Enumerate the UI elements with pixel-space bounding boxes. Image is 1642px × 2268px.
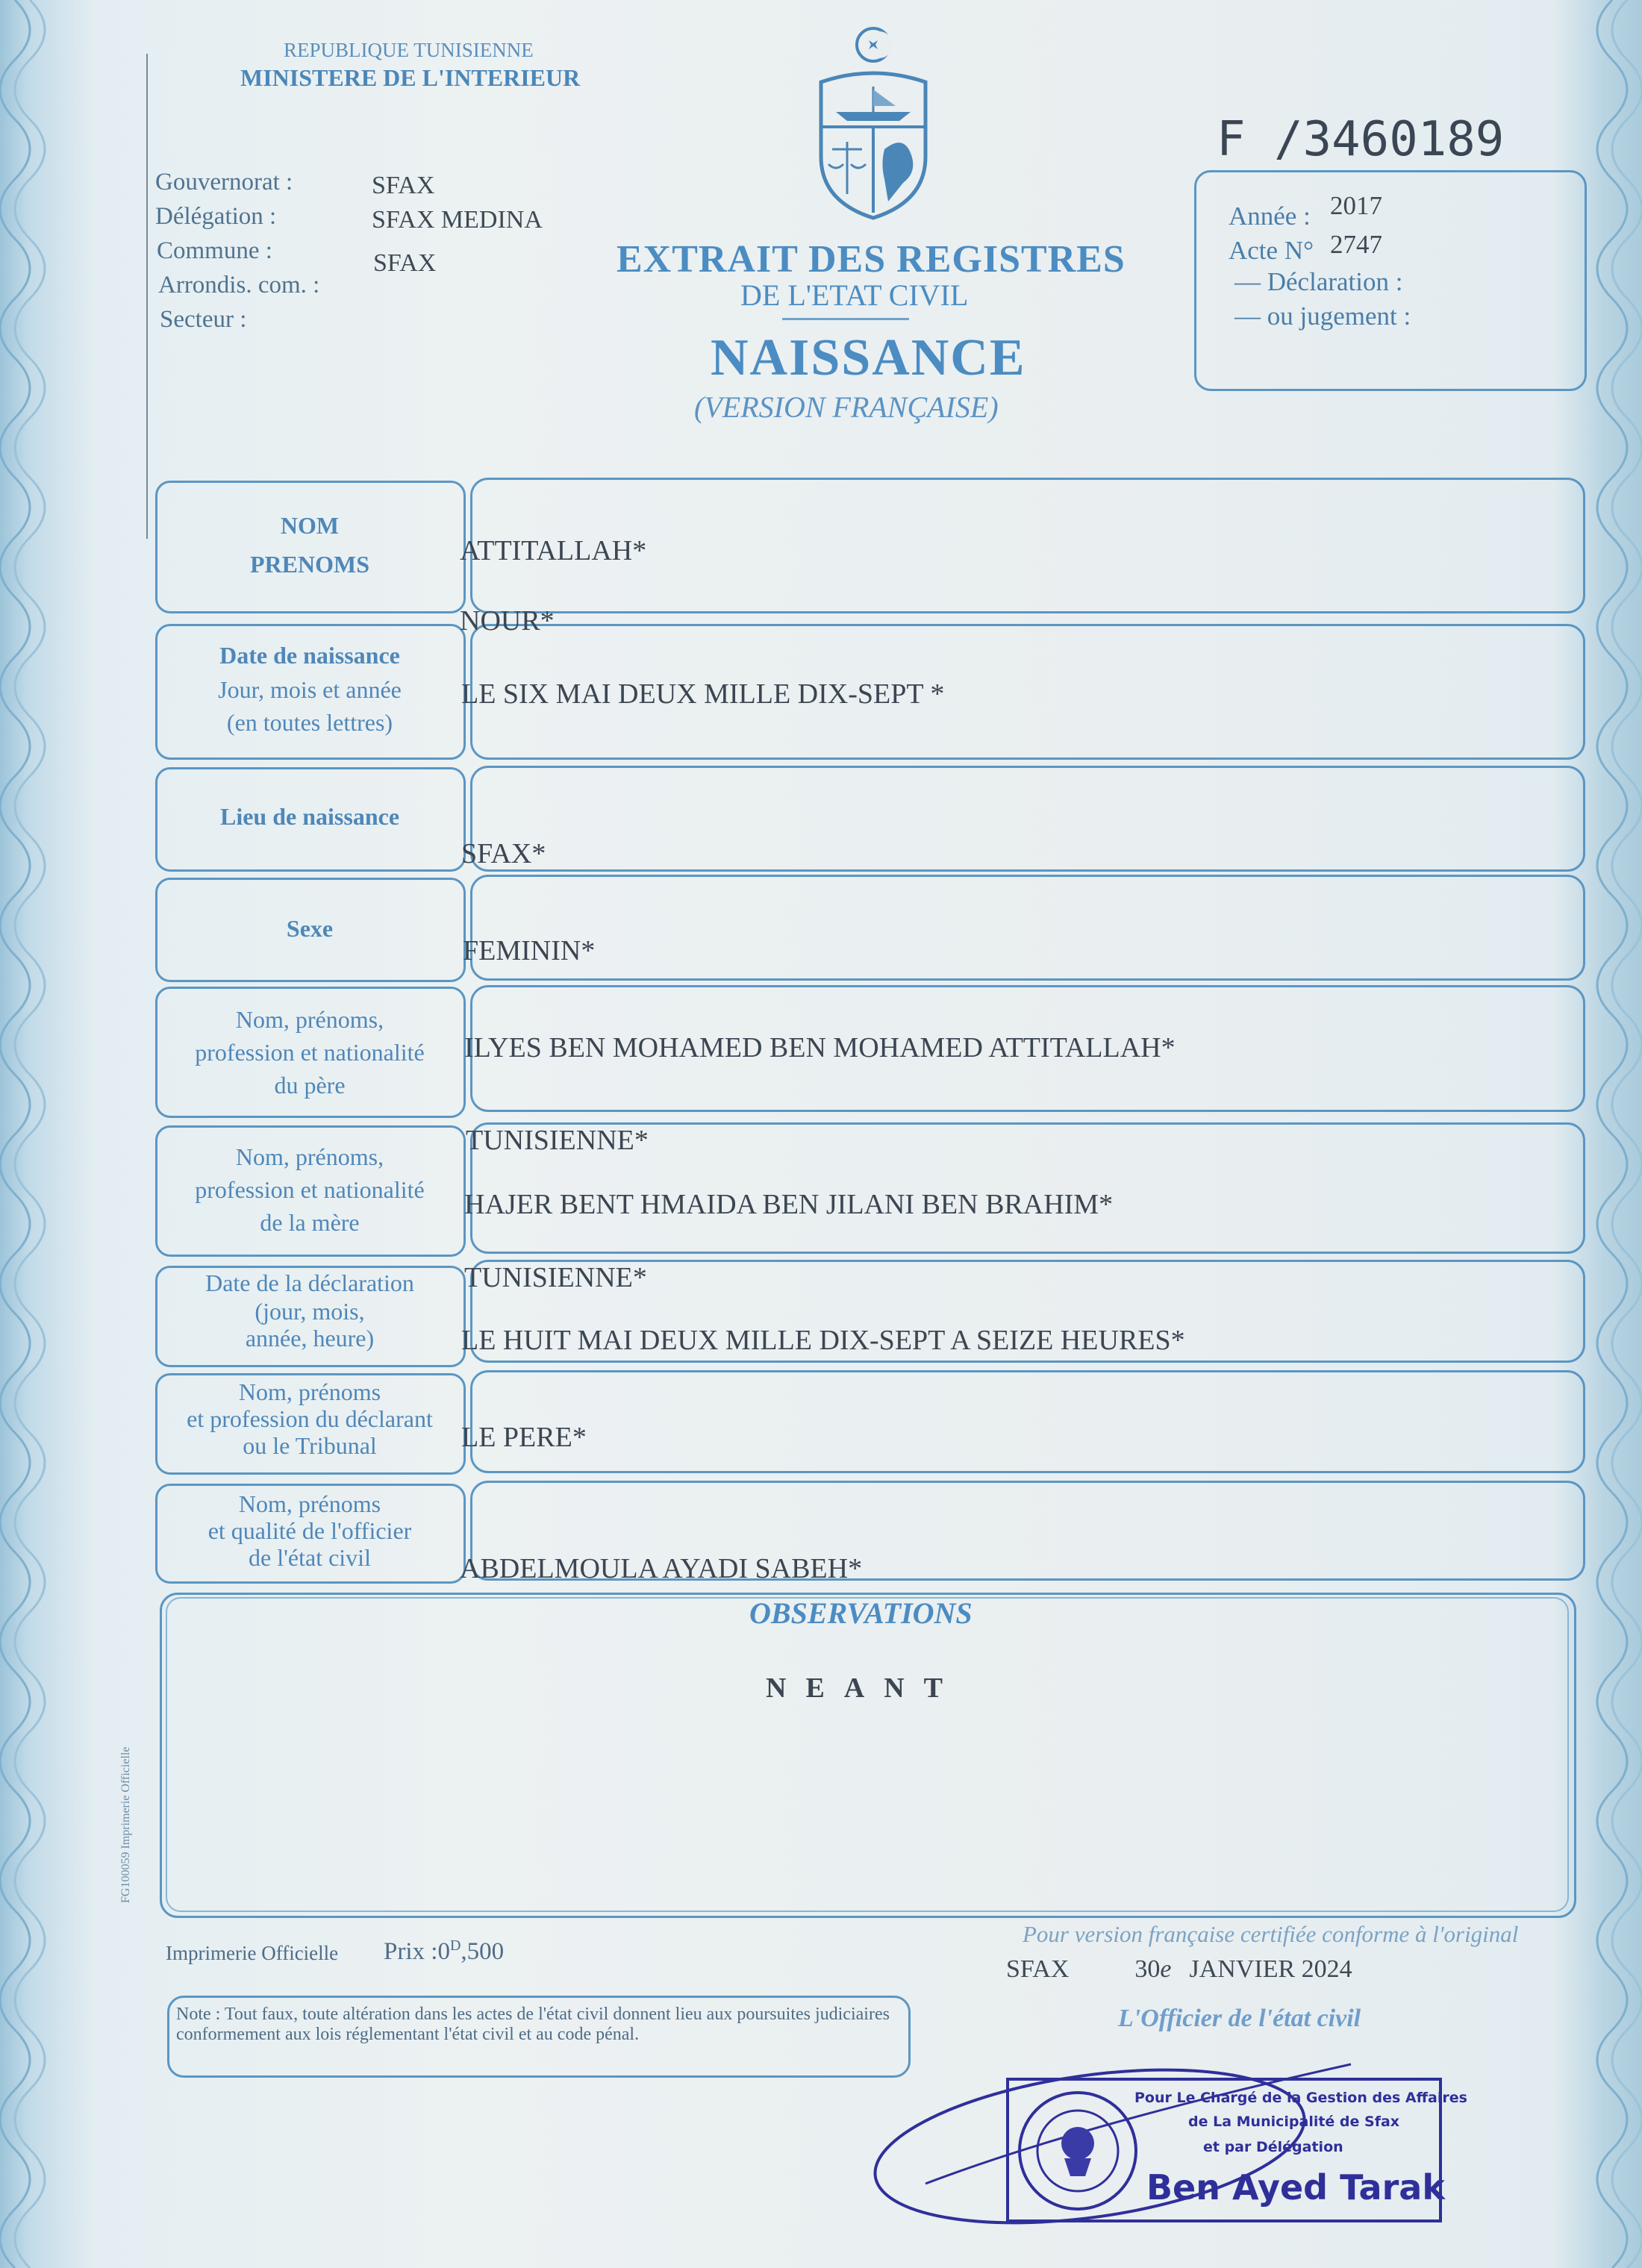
officier-label-line2: et qualité de l'officier bbox=[207, 1517, 412, 1544]
row-box-sexe-value bbox=[470, 875, 1585, 981]
observations-value: NEANT bbox=[766, 1672, 963, 1704]
issue-place: SFAX bbox=[1006, 1955, 1070, 1983]
row-box-nom-label bbox=[155, 481, 466, 613]
pere-nationalite-value: TUNISIENNE* bbox=[466, 1125, 649, 1156]
side-print-code: FG100059 Imprimerie Officielle bbox=[119, 1746, 132, 1903]
officier-label-line3: de l'état civil bbox=[249, 1544, 371, 1571]
legal-note: Note : Tout faux, toute altération dans les actes de l'état civil donnent lieu aux poursuites judiciaires conformement aux lois réglementant l'état civil et au code pénal. bbox=[176, 2005, 890, 2044]
declarant-label-line2: et profession du déclarant bbox=[187, 1405, 433, 1432]
row-box-lieu-value bbox=[470, 766, 1585, 872]
gouvernorat-label: Gouvernorat : bbox=[155, 169, 293, 196]
annee-label: Année : bbox=[1229, 202, 1311, 231]
document-subtitle: DE L'ETAT CIVIL bbox=[740, 278, 969, 312]
nom-label: NOM bbox=[280, 512, 340, 539]
sexe-value: FEMININ* bbox=[463, 935, 596, 966]
certification-line: Pour version française certifiée conforme à l'original bbox=[1023, 1921, 1519, 1947]
coat-of-arms-emblem bbox=[806, 22, 940, 224]
price-decimal: ,500 bbox=[461, 1938, 505, 1965]
declaration-label: — Déclaration : bbox=[1234, 267, 1403, 296]
declarant-value: LE PERE* bbox=[461, 1422, 587, 1453]
jugement-label: — ou jugement : bbox=[1234, 302, 1411, 331]
price bbox=[384, 1937, 504, 1966]
row-box-declarant-value bbox=[470, 1370, 1585, 1473]
sexe-label: Sexe bbox=[286, 915, 334, 942]
price-label: Prix : bbox=[384, 1938, 438, 1965]
republic-heading: REPUBLIQUE TUNISIENNE bbox=[284, 39, 534, 61]
observations-title: OBSERVATIONS bbox=[749, 1596, 973, 1630]
pere-label-line1: Nom, prénoms, bbox=[235, 1006, 384, 1033]
pere-label-line3: du père bbox=[274, 1072, 346, 1099]
officier-label-line1: Nom, prénoms bbox=[238, 1490, 381, 1517]
mere-value: HAJER BENT HMAIDA BEN JILANI BEN BRAHIM* bbox=[464, 1189, 1114, 1220]
stamp-signatory-name: Ben Ayed Tarak bbox=[1146, 2167, 1445, 2208]
serial-number: F /3460189 bbox=[1217, 112, 1505, 167]
mere-label-line3: de la mère bbox=[260, 1209, 360, 1236]
arrondissement-label: Arrondis. com. : bbox=[158, 272, 320, 299]
issue-day: 30 bbox=[1134, 1955, 1161, 1983]
stamp-line3: et par Délégation bbox=[1203, 2139, 1343, 2155]
issue-month-year: JANVIER 2024 bbox=[1189, 1955, 1352, 1983]
prenom-value: NOUR* bbox=[460, 605, 555, 637]
price-unit: D bbox=[449, 1937, 461, 1954]
document-title: EXTRAIT DES REGISTRES bbox=[616, 238, 1126, 281]
mere-label-line1: Nom, prénoms, bbox=[235, 1143, 384, 1170]
decl-label-line1: Date de la déclaration bbox=[205, 1269, 414, 1296]
secteur-label: Secteur : bbox=[160, 306, 247, 333]
acte-number-label: Acte N° bbox=[1229, 236, 1314, 265]
prenoms-label: PRENOMS bbox=[250, 551, 369, 578]
pere-value: ILYES BEN MOHAMED BEN MOHAMED ATTITALLAH* bbox=[464, 1032, 1176, 1063]
mere-label-line2: profession et nationalité bbox=[195, 1176, 425, 1203]
version-note: (VERSION FRANÇAISE) bbox=[694, 390, 999, 424]
lieu-naissance-value: SFAX* bbox=[461, 838, 546, 869]
date-naissance-hint: (en toutes lettres) bbox=[226, 709, 393, 736]
annee-value: 2017 bbox=[1330, 191, 1382, 220]
declarant-label-line3: ou le Tribunal bbox=[243, 1432, 377, 1459]
observations-inner-border bbox=[166, 1597, 1569, 1912]
gouvernorat-value: SFAX bbox=[372, 172, 435, 199]
header-margin-line bbox=[146, 54, 148, 539]
acte-number-value: 2747 bbox=[1330, 230, 1382, 259]
issue-date bbox=[1006, 1955, 1352, 1984]
ministry-heading: MINISTERE DE L'INTERIEUR bbox=[240, 64, 581, 91]
lieu-naissance-label: Lieu de naissance bbox=[219, 803, 400, 830]
stamp-line1: Pour Le Chargé de la Gestion des Affaires bbox=[1134, 2090, 1467, 2106]
imprimerie-label: Imprimerie Officielle bbox=[166, 1942, 339, 1964]
decl-label-line2: (jour, mois, bbox=[255, 1298, 365, 1325]
commune-label: Commune : bbox=[157, 237, 272, 264]
nom-value: ATTITALLAH* bbox=[460, 535, 647, 566]
decl-label-line3: année, heure) bbox=[245, 1325, 375, 1352]
declaration-date-value: LE HUIT MAI DEUX MILLE DIX-SEPT A SEIZE HEURES* bbox=[461, 1325, 1185, 1356]
delegation-label: Délégation : bbox=[155, 203, 277, 230]
issue-day-suffix: e bbox=[1160, 1955, 1172, 1983]
officer-signature-title: L'Officier de l'état civil bbox=[1118, 2005, 1361, 2032]
date-naissance-sublabel: Jour, mois et année bbox=[218, 676, 402, 703]
left-guilloche-border bbox=[0, 0, 82, 2268]
officier-value: ABDELMOULA AYADI SABEH* bbox=[460, 1553, 863, 1584]
delegation-value: SFAX MEDINA bbox=[372, 206, 543, 234]
commune-value: SFAX bbox=[373, 249, 437, 277]
document-type: NAISSANCE bbox=[711, 329, 1026, 387]
mere-nationalite-value: TUNISIENNE* bbox=[464, 1262, 647, 1293]
pere-label-line2: profession et nationalité bbox=[195, 1039, 425, 1066]
stamp-line2: de La Municipalité de Sfax bbox=[1188, 2114, 1400, 2130]
title-underline bbox=[782, 318, 909, 320]
date-naissance-label: Date de naissance bbox=[219, 642, 400, 669]
date-naissance-value: LE SIX MAI DEUX MILLE DIX-SEPT * bbox=[461, 678, 945, 710]
price-integer: 0 bbox=[437, 1938, 450, 1965]
declarant-label-line1: Nom, prénoms bbox=[238, 1378, 381, 1405]
